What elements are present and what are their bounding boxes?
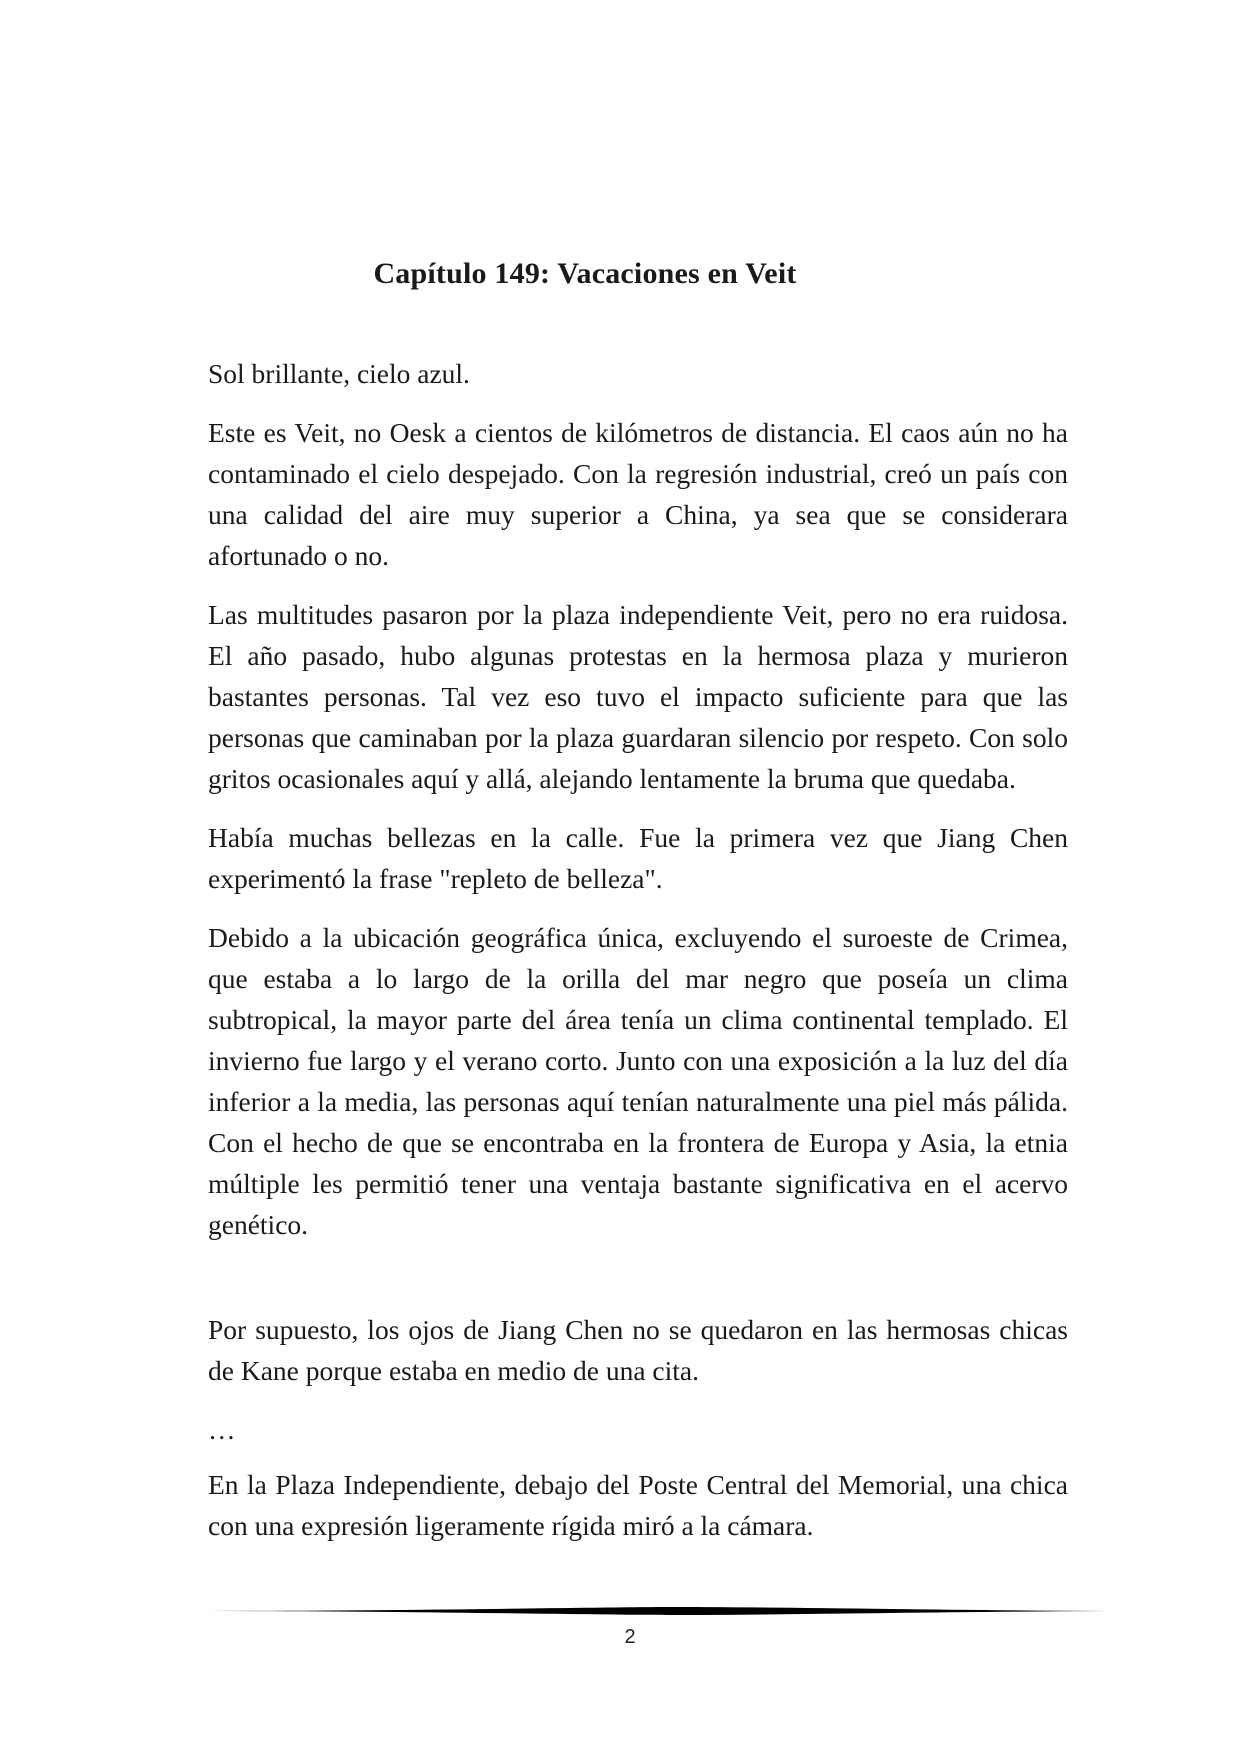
scene-break-ellipsis: … (208, 1414, 236, 1445)
paragraph: Debido a la ubicación geográfica única, excluyendo el suroeste de Crimea, que estaba a lo largo de la orilla del mar negro que poseía un clima subtropical, la mayor parte del área tenía un clima continental templado. El invierno fue largo y el verano corto. Junto con una exposición a la luz del día inferior a la media, las personas aquí tenían naturalmente una piel más pálida. Con el hecho de que se encontraba en la frontera de Europa y Asia, la etnia múltiple les permitió tener una ventaja bastante significativa en el acervo genético. (208, 922, 1068, 1240)
paragraph: Había muchas bellezas en la calle. Fue la primera vez que Jiang Chen experimentó la frase "repleto de belleza". (208, 822, 1068, 894)
footer-divider-rule (208, 1604, 1108, 1618)
page-number: 2 (624, 1626, 636, 1648)
paragraph: Sol brillante, cielo azul. (208, 358, 470, 389)
chapter-title: Capítulo 149: Vacaciones en Veit (373, 257, 797, 291)
paragraph: Por supuesto, los ojos de Jiang Chen no se quedaron en las hermosas chicas de Kane porque estaba en medio de una cita. (208, 1314, 1068, 1386)
paragraph: En la Plaza Independiente, debajo del Poste Central del Memorial, una chica con una expresión ligeramente rígida miró a la cámara. (208, 1469, 1068, 1541)
paragraph: Este es Veit, no Oesk a cientos de kilómetros de distancia. El caos aún no ha contaminado el cielo despejado. Con la regresión industrial, creó un país con una calidad del aire muy superior a China, ya sea que se considerara afortunado o no. (208, 417, 1068, 571)
paragraph: Las multitudes pasaron por la plaza independiente Veit, pero no era ruidosa. El año pasado, hubo algunas protestas en la hermosa plaza y murieron bastantes personas. Tal vez eso tuvo el impacto suficiente para que las personas que caminaban por la plaza guardaran silencio por respeto. Con solo gritos ocasionales aquí y allá, alejando lentamente la bruma que quedaba. (208, 599, 1068, 794)
chapter-body (208, 353, 1068, 1564)
